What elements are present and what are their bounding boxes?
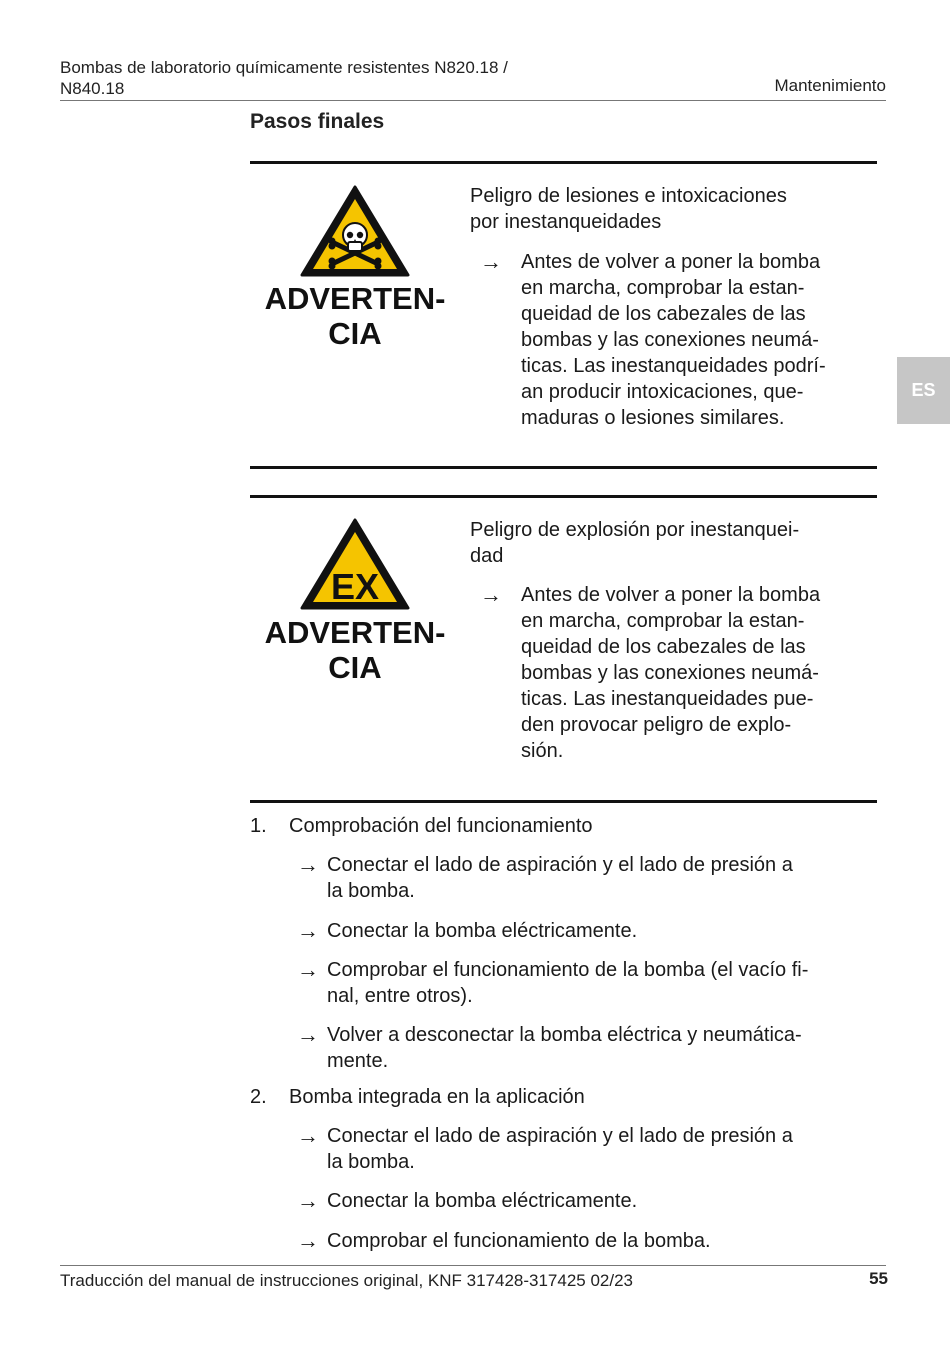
warning-title-line: dad — [470, 545, 504, 567]
warning-2-bottom-rule — [250, 800, 877, 803]
action-line: an producir intoxicaciones, que- — [521, 381, 804, 403]
warning-title-line: Peligro de lesiones e intoxicaciones — [470, 185, 787, 207]
action-line: Antes de volver a poner la bomba — [521, 251, 821, 273]
signal-word — [255, 281, 455, 351]
step-item-line: Conectar el lado de aspiración y el lado de presión a — [327, 1125, 793, 1147]
action-line: Antes de volver a poner la bomba — [521, 584, 821, 606]
step-item-line: mente. — [327, 1050, 389, 1072]
signal-word-line1: ADVERTEN- — [264, 615, 446, 650]
step-label: Bomba integrada en la aplicación — [289, 1086, 585, 1108]
step-item-line: la bomba. — [327, 1151, 415, 1173]
arrow-right-icon: → — [297, 918, 319, 943]
step-number: 2. — [250, 1086, 267, 1108]
step-item — [327, 1228, 877, 1254]
arrow-right-icon: → — [480, 582, 502, 607]
action-line: maduras o lesiones similares. — [521, 407, 785, 429]
step-item-line: Conectar la bomba eléctricamente. — [327, 1190, 638, 1212]
arrow-right-icon: → — [297, 1123, 319, 1148]
step-item-line: nal, entre otros). — [327, 985, 473, 1007]
step-item — [327, 1123, 877, 1175]
action-line: en marcha, comprobar la estan- — [521, 610, 805, 632]
section-title: Pasos finales — [250, 110, 385, 133]
action-line: queidad de los cabezales de las — [521, 636, 806, 658]
step-item-line: Comprobar el funcionamiento de la bomba (el vacío fi- — [327, 959, 809, 981]
warning-title — [470, 517, 870, 569]
warning-action-text — [521, 249, 876, 431]
arrow-right-icon: → — [297, 1188, 319, 1213]
running-header-chapter: Mantenimiento — [774, 76, 886, 95]
action-line: queidad de los cabezales de las — [521, 303, 806, 325]
step-item — [327, 852, 877, 904]
warning-title — [470, 183, 870, 235]
step-item — [327, 1188, 877, 1214]
header-title-line1: Bombas de laboratorio químicamente resistentes N820.18 / — [60, 58, 508, 77]
action-line: den provocar peligro de explo- — [521, 714, 792, 736]
step-item — [327, 1022, 877, 1074]
language-tab: ES — [897, 357, 950, 424]
step-item-line: Conectar la bomba eléctricamente. — [327, 920, 638, 942]
arrow-right-icon: → — [480, 249, 502, 274]
action-line: bombas y las conexiones neumá- — [521, 329, 819, 351]
step-item-line: Volver a desconectar la bomba eléctrica y neumática- — [327, 1024, 802, 1046]
footer-text: Traducción del manual de instrucciones original, KNF 317428-317425 02/23 — [60, 1271, 634, 1290]
header-divider — [60, 100, 886, 101]
arrow-right-icon: → — [297, 1228, 319, 1253]
action-line: sión. — [521, 740, 564, 762]
page-number: 55 — [869, 1269, 888, 1288]
warning-1-bottom-rule — [250, 466, 877, 469]
toxic-skull-crossbones-icon — [300, 185, 410, 277]
action-line: bombas y las conexiones neumá- — [521, 662, 819, 684]
step-item — [327, 957, 877, 1009]
action-line: ticas. Las inestanqueidades podrí- — [521, 355, 826, 377]
step-item-line: la bomba. — [327, 880, 415, 902]
step-label: Comprobación del funcionamiento — [289, 815, 593, 837]
arrow-right-icon: → — [297, 1022, 319, 1047]
step-item-line: Comprobar el funcionamiento de la bomba. — [327, 1230, 711, 1252]
ex-label: EX — [330, 566, 380, 607]
signal-word-line1: ADVERTEN- — [264, 281, 446, 316]
explosive-atmosphere-ex-icon — [300, 518, 410, 610]
arrow-right-icon: → — [297, 957, 319, 982]
action-line: ticas. Las inestanqueidades pue- — [521, 688, 814, 710]
running-header-title — [60, 57, 580, 99]
signal-word-line2: CIA — [328, 650, 382, 685]
warning-title-line: por inestanqueidades — [470, 211, 662, 233]
warning-title-line: Peligro de explosión por inestanquei- — [470, 519, 800, 541]
step-item — [327, 918, 877, 944]
arrow-right-icon: → — [297, 852, 319, 877]
signal-word-line2: CIA — [328, 316, 382, 351]
warning-action-text — [521, 582, 876, 764]
step-item-line: Conectar el lado de aspiración y el lado de presión a — [327, 854, 793, 876]
header-title-line2: N840.18 — [60, 79, 125, 98]
action-line: en marcha, comprobar la estan- — [521, 277, 805, 299]
footer-divider — [60, 1265, 886, 1266]
warning-2-top-rule — [250, 495, 877, 498]
signal-word — [255, 615, 455, 685]
warning-1-top-rule — [250, 161, 877, 164]
step-number: 1. — [250, 815, 267, 837]
